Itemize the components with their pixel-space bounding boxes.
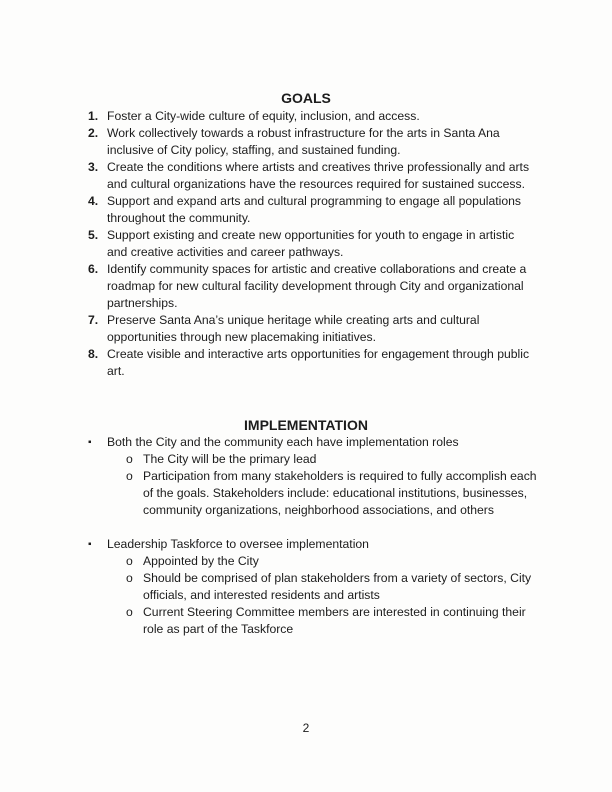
implementation-text: Leadership Taskforce to oversee implementation	[107, 537, 369, 551]
goal-number: 3.	[88, 160, 99, 174]
goal-text: Create visible and interactive arts opportunities for engagement through public art.	[107, 347, 530, 378]
goal-item	[0, 193, 537, 227]
implementation-text: Both the City and the community each have implementation roles	[107, 435, 459, 449]
circle-bullet-icon: o	[126, 605, 133, 619]
sub-item-text: The City will be the primary lead	[143, 452, 317, 466]
goal-number: 6.	[88, 262, 99, 276]
goal-text: Support existing and create new opportunities for youth to engage in artistic and creative activities and career pathways.	[107, 228, 515, 259]
goal-number: 2.	[88, 126, 99, 140]
goal-item	[0, 346, 537, 380]
implementation-item	[0, 536, 537, 638]
circle-bullet-icon: o	[126, 554, 133, 568]
circle-bullet-icon: o	[126, 469, 133, 483]
goal-item	[0, 159, 537, 193]
implementation-heading: IMPLEMENTATION	[244, 417, 368, 433]
goal-number: 4.	[88, 194, 99, 208]
circle-bullet-icon: o	[126, 571, 133, 585]
goal-number: 5.	[88, 228, 99, 242]
goals-list	[0, 108, 612, 380]
sub-item-text: Current Steering Committee members are interested in continuing their role as part of the Taskforce	[143, 605, 526, 636]
implementation-sublist	[107, 553, 537, 638]
sub-item-text: Should be comprised of plan stakeholders from a variety of sectors, City officials, and interested residents and artists	[143, 571, 532, 602]
goal-item	[0, 125, 537, 159]
goal-number: 1.	[88, 109, 99, 123]
goal-text: Foster a City-wide culture of equity, inclusion, and access.	[107, 109, 420, 123]
sub-item	[107, 451, 537, 468]
goal-number: 7.	[88, 313, 99, 327]
goal-item	[0, 261, 537, 312]
square-bullet-icon: ▪	[88, 539, 92, 550]
goal-text: Create the conditions where artists and creatives thrive professionally and arts and cultural organizations have the resources required for sustained success.	[107, 160, 530, 191]
goal-text: Work collectively towards a robust infrastructure for the arts in Santa Ana inclusive of City policy, staffing, and sustained funding.	[107, 126, 500, 157]
page-number: 2	[302, 721, 310, 735]
goal-item	[0, 108, 537, 125]
square-bullet-icon: ▪	[88, 437, 92, 448]
sub-item	[107, 570, 537, 604]
goal-item	[0, 312, 537, 346]
implementation-sublist	[107, 451, 537, 519]
sub-item-text: Appointed by the City	[143, 554, 259, 568]
goals-heading: GOALS	[281, 90, 331, 106]
sub-item	[107, 553, 537, 570]
goal-text: Identify community spaces for artistic and creative collaborations and create a roadmap for new cultural facility development through City and organizational partnerships.	[107, 262, 527, 310]
goal-text: Preserve Santa Ana’s unique heritage while creating arts and cultural opportunities through new placemaking initiatives.	[107, 313, 480, 344]
implementation-item	[0, 434, 537, 519]
sub-item-text: Participation from many stakeholders is required to fully accomplish each of the goals. Stakeholders include: educational institutions, businesses, community organizations, neighborhood associations, and others	[143, 469, 537, 517]
implementation-list	[0, 434, 612, 638]
sub-item	[107, 604, 537, 638]
goal-item	[0, 227, 537, 261]
circle-bullet-icon: o	[126, 452, 133, 466]
goal-text: Support and expand arts and cultural programming to engage all populations throughout the community.	[107, 194, 521, 225]
goal-number: 8.	[88, 347, 99, 361]
sub-item	[107, 468, 537, 519]
